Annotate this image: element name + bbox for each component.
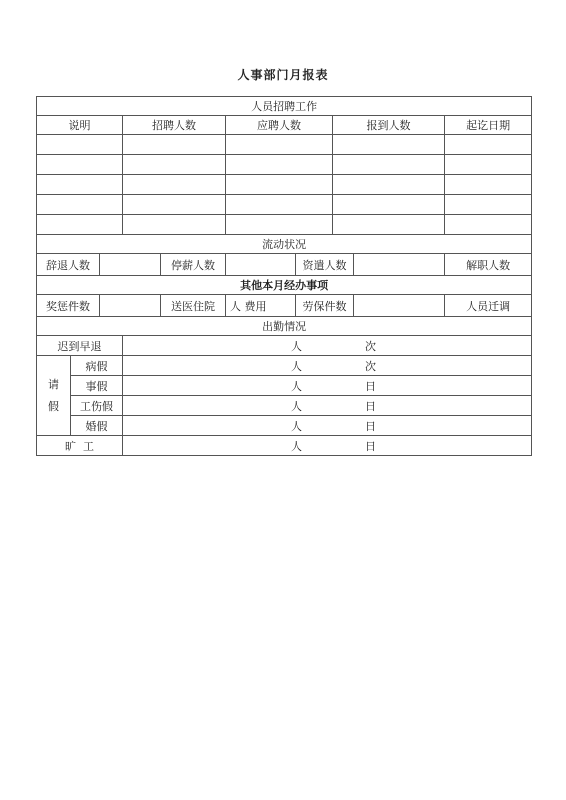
table-row — [37, 336, 532, 356]
recruit-col-hire-count: 招聘人数 — [123, 116, 226, 135]
reward-penalty-count-label: 奖惩件数 — [37, 295, 100, 317]
table-row — [37, 436, 532, 456]
unit-person: 人 — [291, 379, 302, 393]
table-row — [37, 356, 532, 376]
labor-insurance-count-label: 劳保件数 — [296, 295, 354, 317]
leave-group-char-2: 假 — [48, 399, 59, 413]
recruit-col-description: 说明 — [37, 116, 123, 135]
unit-person: 人 — [291, 359, 302, 373]
recruit-cell-reported-count[interactable] — [333, 215, 445, 235]
recruit-col-reported-count: 报到人数 — [333, 116, 445, 135]
recruit-section-header: 人员招聘工作 — [37, 97, 532, 116]
injury-leave-label: 工伤假 — [71, 396, 123, 416]
unit-days: 日 — [365, 379, 376, 393]
marriage-leave-value[interactable] — [123, 416, 532, 436]
recruit-cell-applicant-count[interactable] — [226, 135, 333, 155]
recruit-cell-reported-count[interactable] — [333, 135, 445, 155]
recruit-cell-reported-count[interactable] — [333, 195, 445, 215]
hospitalization-label: 送医住院 — [161, 295, 226, 317]
table-row — [37, 175, 532, 195]
absenteeism-label: 旷 工 — [37, 436, 123, 456]
severance-count-value[interactable] — [354, 254, 445, 276]
sick-leave-label: 病假 — [71, 356, 123, 376]
recruit-cell-date-range[interactable] — [445, 215, 532, 235]
recruit-cell-description[interactable] — [37, 135, 123, 155]
labor-insurance-count-value[interactable] — [354, 295, 445, 317]
reward-penalty-count-value[interactable] — [100, 295, 161, 317]
recruit-cell-applicant-count[interactable] — [226, 195, 333, 215]
unpaid-leave-count-value[interactable] — [226, 254, 296, 276]
recruit-cell-reported-count[interactable] — [333, 175, 445, 195]
attendance-section-header: 出勤情况 — [37, 317, 532, 336]
recruit-cell-description[interactable] — [37, 175, 123, 195]
dismissed-count-label: 辞退人数 — [37, 254, 100, 276]
table-row — [37, 215, 532, 235]
unit-person: 人 — [291, 399, 302, 413]
unit-times: 次 — [365, 339, 376, 353]
sick-leave-value[interactable] — [123, 356, 532, 376]
table-row — [37, 135, 532, 155]
table-row — [37, 376, 532, 396]
hospitalization-cost-label: 人 费用 — [226, 295, 296, 317]
unpaid-leave-count-label: 停薪人数 — [161, 254, 226, 276]
recruit-cell-applicant-count[interactable] — [226, 155, 333, 175]
recruit-cell-description[interactable] — [37, 215, 123, 235]
recruit-cell-date-range[interactable] — [445, 135, 532, 155]
recruit-cell-hire-count[interactable] — [123, 155, 226, 175]
recruit-cell-applicant-count[interactable] — [226, 175, 333, 195]
recruit-cell-hire-count[interactable] — [123, 195, 226, 215]
recruit-cell-hire-count[interactable] — [123, 175, 226, 195]
leave-group-char-1: 请 — [48, 377, 59, 391]
injury-leave-value[interactable] — [123, 396, 532, 416]
table-row — [37, 195, 532, 215]
recruit-cell-hire-count[interactable] — [123, 135, 226, 155]
table-row — [37, 416, 532, 436]
recruit-cell-date-range[interactable] — [445, 175, 532, 195]
recruit-cell-description[interactable] — [37, 195, 123, 215]
table-row — [37, 396, 532, 416]
recruit-cell-reported-count[interactable] — [333, 155, 445, 175]
unit-days: 日 — [365, 419, 376, 433]
unit-person: 人 — [291, 339, 302, 353]
unit-person: 人 — [291, 439, 302, 453]
personal-leave-value[interactable] — [123, 376, 532, 396]
marriage-leave-label: 婚假 — [71, 416, 123, 436]
page-title: 人事部门月报表 — [237, 68, 329, 82]
monthly-report-table — [36, 96, 532, 456]
late-early-value[interactable] — [123, 336, 532, 356]
unit-times: 次 — [365, 359, 376, 373]
dismissed-count-value[interactable] — [100, 254, 161, 276]
other-section-header: 其他本月经办事项 — [37, 276, 532, 295]
recruit-cell-hire-count[interactable] — [123, 215, 226, 235]
recruit-col-applicant-count: 应聘人数 — [226, 116, 333, 135]
unit-days: 日 — [365, 399, 376, 413]
recruit-cell-description[interactable] — [37, 155, 123, 175]
recruit-col-date-range: 起讫日期 — [445, 116, 532, 135]
late-early-label: 迟到早退 — [37, 336, 123, 356]
personal-leave-label: 事假 — [71, 376, 123, 396]
recruit-cell-date-range[interactable] — [445, 195, 532, 215]
discharged-count-label: 解职人数 — [445, 254, 532, 276]
unit-days: 日 — [365, 439, 376, 453]
leave-group-label — [37, 356, 71, 436]
staff-transfer-label: 人员迁调 — [445, 295, 532, 317]
severance-count-label: 资遣人数 — [296, 254, 354, 276]
absenteeism-value[interactable] — [123, 436, 532, 456]
flow-section-header: 流动状况 — [37, 235, 532, 254]
recruit-cell-date-range[interactable] — [445, 155, 532, 175]
recruit-cell-applicant-count[interactable] — [226, 215, 333, 235]
table-row — [37, 155, 532, 175]
unit-person: 人 — [291, 419, 302, 433]
